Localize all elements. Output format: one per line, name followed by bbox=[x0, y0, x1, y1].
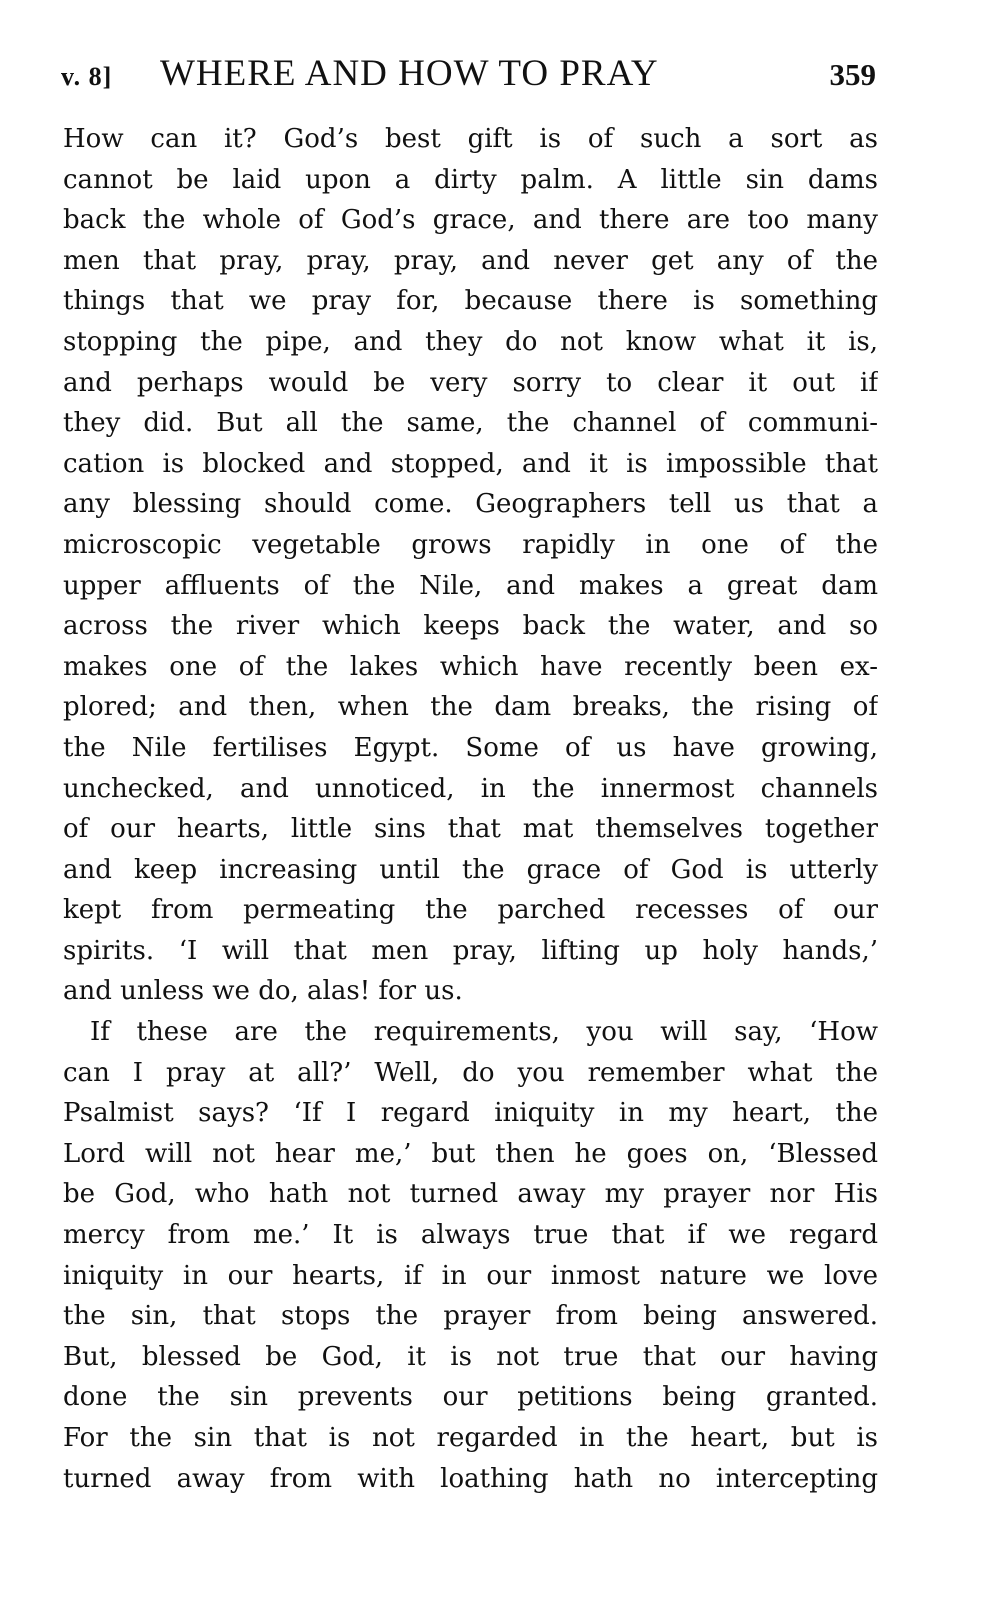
text-line: of our hearts, little sins that mat themselves together bbox=[63, 814, 878, 845]
text-line: the sin, that stops the prayer from being answered. bbox=[63, 1301, 878, 1332]
text-line: cation is blocked and stopped, and it is impossible that bbox=[63, 448, 878, 479]
text-line: iniquity in our hearts, if in our inmost nature we love bbox=[63, 1260, 878, 1291]
text-line: For the sin that is not regarded in the heart, but is bbox=[63, 1423, 878, 1453]
text-line: plored; and then, when the dam breaks, the rising of bbox=[63, 692, 878, 723]
body-text bbox=[63, 119, 878, 1499]
text-line: microscopic vegetable grows rapidly in one of the bbox=[63, 529, 878, 560]
page-number: 359 bbox=[829, 57, 876, 92]
text-line: they did. But all the same, the channel of communi- bbox=[63, 408, 878, 439]
text-line: any blessing should come. Geographers tell us that a bbox=[63, 489, 878, 520]
text-line: turned away from with loathing hath no intercepting bbox=[63, 1463, 878, 1494]
text-line: Psalmist says? ‘If I regard iniquity in my heart, the bbox=[63, 1098, 878, 1129]
text-line: How can it? God’s best gift is of such a sort as bbox=[63, 124, 878, 154]
text-line: across the river which keeps back the water, and so bbox=[63, 611, 878, 642]
running-head bbox=[63, 48, 878, 108]
text-line: the Nile fertilises Egypt. Some of us have growing, bbox=[63, 732, 878, 763]
text-line: mercy from me.’ It is always true that if we regard bbox=[63, 1220, 878, 1251]
verse-reference: v. 8] bbox=[61, 62, 113, 91]
text-line: men that pray, pray, pray, and never get any of the bbox=[63, 245, 878, 276]
text-line: be God, who hath not turned away my prayer nor His bbox=[63, 1179, 878, 1210]
text-line: done the sin prevents our petitions being granted. bbox=[63, 1382, 878, 1413]
text-line: spirits. ‘I will that men pray, lifting up holy hands,’ bbox=[63, 935, 878, 966]
text-line: kept from permeating the parched recesses of our bbox=[63, 895, 878, 926]
book-page bbox=[63, 48, 878, 1499]
text-line: back the whole of God’s grace, and there are too many bbox=[63, 205, 878, 236]
text-line: stopping the pipe, and they do not know what it is, bbox=[63, 326, 878, 357]
text-line: and unless we do, alas! for us. bbox=[63, 976, 463, 1007]
chapter-title: WHERE AND HOW TO PRAY bbox=[160, 53, 659, 94]
text-line: If these are the requirements, you will say, ‘How bbox=[90, 1017, 878, 1048]
text-line: unchecked, and unnoticed, in the innermost channels bbox=[63, 773, 878, 804]
text-line: Lord will not hear me,’ but then he goes on, ‘Blessed bbox=[63, 1138, 878, 1169]
paragraph bbox=[63, 119, 878, 1012]
text-line: and keep increasing until the grace of God is utterly bbox=[63, 854, 878, 885]
text-line: cannot be laid upon a dirty palm. A little sin dams bbox=[63, 164, 878, 195]
paragraph bbox=[63, 1012, 878, 1499]
text-line: things that we pray for, because there is something bbox=[63, 286, 878, 317]
text-line: makes one of the lakes which have recently been ex- bbox=[63, 651, 878, 682]
text-line: upper affluents of the Nile, and makes a great dam bbox=[63, 570, 878, 601]
text-line: But, blessed be God, it is not true that our having bbox=[63, 1341, 878, 1372]
text-line: and perhaps would be very sorry to clear it out if bbox=[63, 367, 878, 398]
text-line: can I pray at all?’ Well, do you remember what the bbox=[63, 1057, 878, 1088]
